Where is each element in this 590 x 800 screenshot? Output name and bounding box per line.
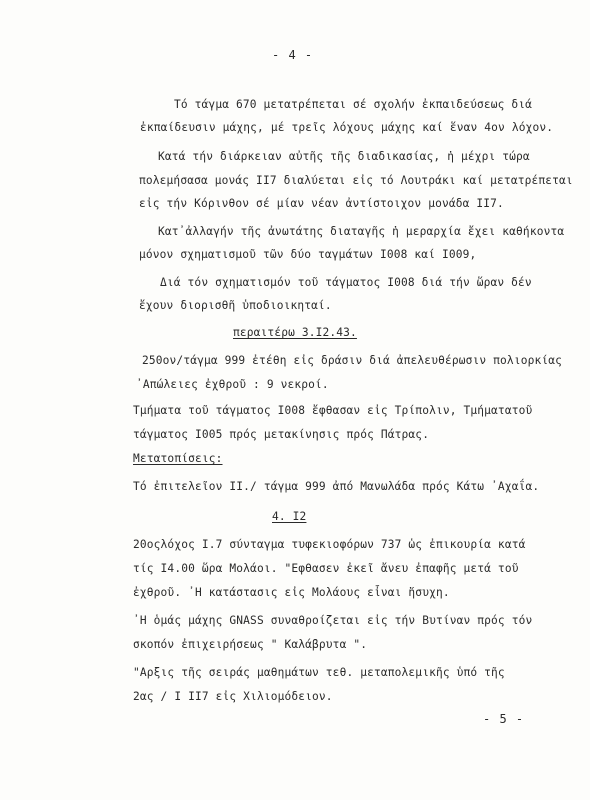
section-heading: Μετατοπίσεις: [133, 452, 223, 465]
text-line: ἐχθροῦ. ᾽Η κατάστασις εἰς Μολάους εἶναι ἥσυχη. [133, 586, 450, 599]
page-number-top: - 4 - [272, 48, 314, 62]
text-line: 250ον/τάγμα 999 ἐτέθη εἰς δράσιν διά ἀπελευθέρωσιν πολιορκίας [142, 354, 563, 367]
text-line: μόνον σχηματισμοῦ τῶν δύο ταγμάτων Ι008 καί Ι009, [139, 248, 477, 261]
text-line: σκοπόν ἐπιχειρήσεως " Καλάβρυτα ". [133, 638, 368, 651]
text-line: Τμήματα τοῦ τάγματος Ι008 ἔφθασαν εἰς Τρίπολιν, Τμήματατοῦ [133, 404, 533, 417]
text-line: "Αρξις τῆς σειράς μαθημάτων τεθ. μεταπολεμικῆς ὑπό τῆς [133, 666, 505, 679]
text-line: Κατ᾽ἀλλαγήν τῆς ἀνωτάτης διαταγῆς ἡ μεραρχία ἔχει καθήκοντα [158, 225, 565, 238]
text-line: ἔχουν διορισθῆ ὑποδιοικηταί. [139, 299, 332, 312]
text-line: πολεμήσασα μονάς ΙΙ7 διαλύεται εἰς τό Λουτράκι καί μετατρέπεται [139, 174, 573, 187]
text-line: 20οςλόχος Ι.7 σύνταγμα τυφεκιοφόρων 737 ὡς ἐπικουρία κατά [133, 538, 526, 551]
page-number-bottom: - 5 - [483, 712, 525, 726]
text-line: 2ας / Ι ΙΙ7 εἰς Χιλιομόδειον. [133, 690, 333, 703]
text-line: Διά τόν σχηματισμόν τοῦ τάγματος Ι008 διά τήν ὥραν δέν [160, 276, 532, 289]
text-line: Κατά τήν διάρκειαν αὐτῆς τῆς διαδικασίας, ἡ μέχρι τώρα [158, 150, 530, 163]
text-line: εἰς τήν Κόρινθον σέ μίαν νέαν ἀντίστοιχον μονάδα ΙΙ7. [139, 197, 504, 210]
text-line: ᾽Απώλειες ἐχθροῦ : 9 νεκροί. [136, 378, 329, 391]
text-line: Τό τάγμα 670 μετατρέπεται σέ σχολήν ἐκπαιδεύσεως διά [174, 98, 533, 111]
date-heading: 4. Ι2 [272, 510, 307, 523]
text-line: Τό ἐπιτελεῖον ΙΙ./ τάγμα 999 ἀπό Μανωλάδα πρός Κάτω ᾽Αχαΐα. [133, 480, 540, 493]
text-line: τίς Ι4.00 ὥρα Μολάοι. "Εφθασεν ἐκεῖ ἄνευ ἐπαφῆς μετά τοῦ [133, 562, 519, 575]
text-line: ἐκπαίδευσιν μάχης, μέ τρεῖς λόχους μάχης καί ἕναν 4ον λόχον. [140, 121, 554, 134]
text-line: τάγματος Ι005 πρός μετακίνησις πρός Πάτρας. [133, 428, 430, 441]
section-heading: περαιτέρω 3.Ι2.43. [233, 326, 357, 339]
text-line: ᾽Η ὁμάς μάχης GNASS συναθροίζεται εἰς τήν Βυτίναν πρός τόν [133, 614, 533, 627]
